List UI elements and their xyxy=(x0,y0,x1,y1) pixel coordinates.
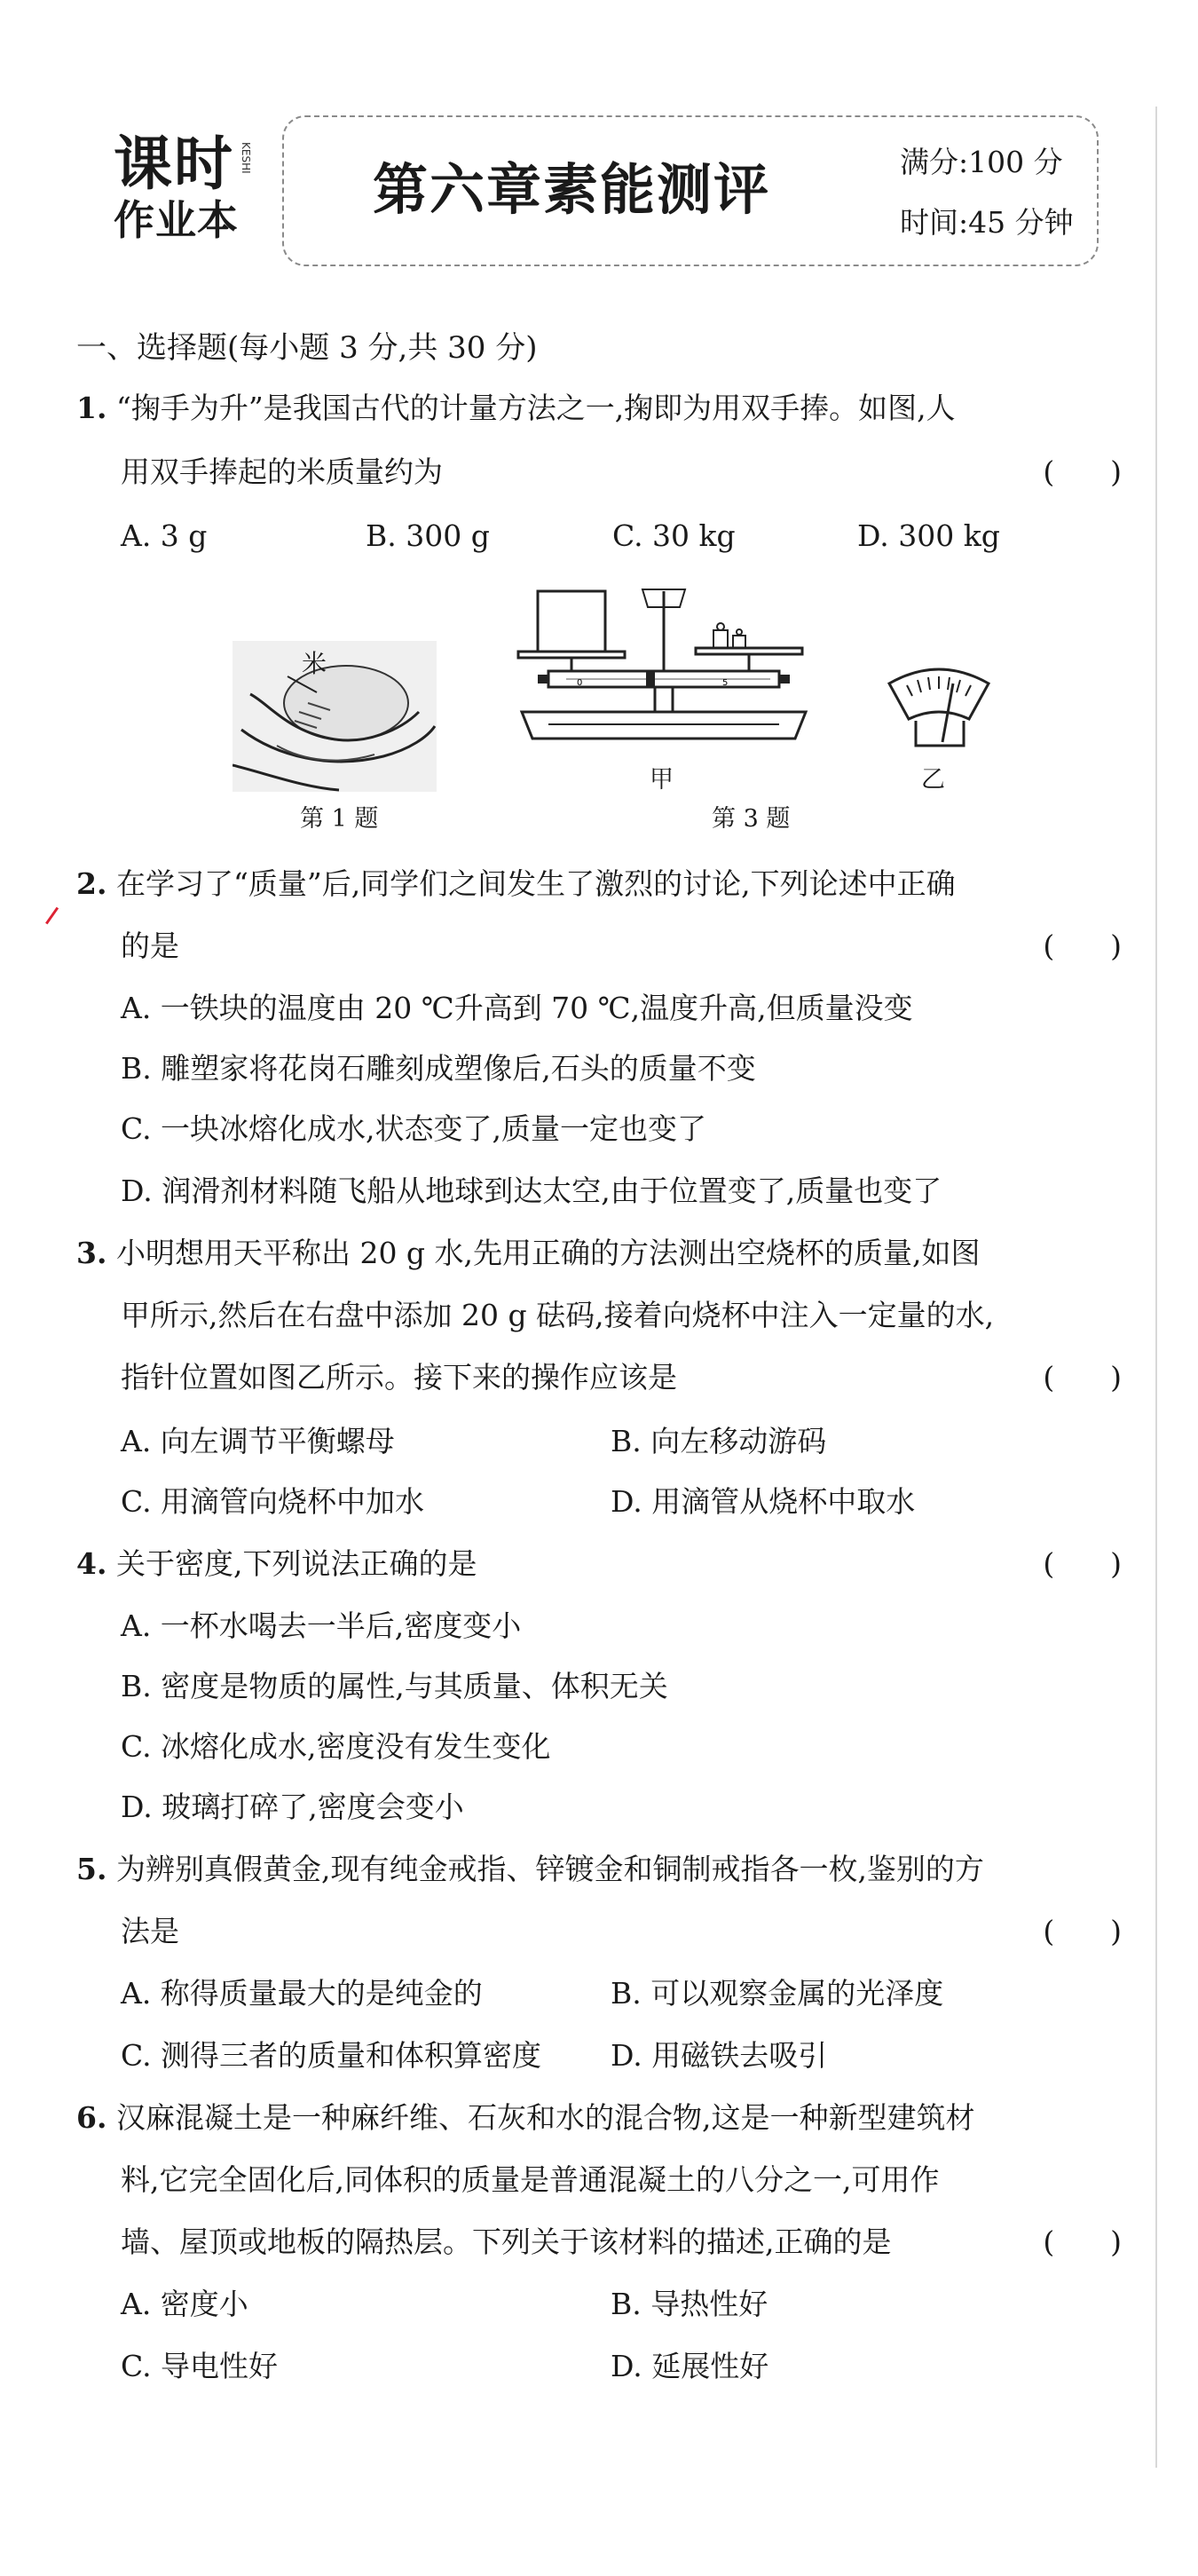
q3-option-b: B. 向左移动游码 xyxy=(611,1424,827,1458)
q6-number: 6. xyxy=(76,2100,107,2135)
q5-text-1: 为辨别真假黄金,现有纯金戒指、锌镀金和铜制戒指各一枚,鉴别的方 xyxy=(115,1852,984,1886)
q2-option-c: C. 一块冰熔化成水,状态变了,质量一定也变了 xyxy=(121,1111,707,1146)
fig3-jia-label: 甲 xyxy=(650,766,674,794)
q3-line2: 甲所示,然后在右盘中添加 20 g 砝码,接着向烧杯中注入一定量的水, xyxy=(121,1298,995,1332)
q2-option-d: D. 润滑剂材料随飞船从地球到达太空,由于位置变了,质量也变了 xyxy=(121,1173,942,1208)
q5-number: 5. xyxy=(76,1852,107,1886)
full-score: 满分:100 分 xyxy=(900,145,1063,179)
q4-option-d: D. 玻璃打碎了,密度会变小 xyxy=(121,1790,464,1824)
q2-answer-blank[interactable]: ( ) xyxy=(1043,928,1122,963)
title-box xyxy=(282,115,1099,266)
q5-answer-blank[interactable]: ( ) xyxy=(1043,1914,1122,1948)
q3-option-d: D. 用滴管从烧杯中取水 xyxy=(611,1484,916,1519)
q1-text-1: “掬手为升”是我国古代的计量方法之一,掬即为用双手捧。如图,人 xyxy=(115,391,956,425)
q1-option-b: B. 300 g xyxy=(366,518,490,553)
logo-line2: 作业本 xyxy=(114,196,239,244)
q2-option-a: A. 一铁块的温度由 20 ℃升高到 70 ℃,温度升高,但质量没变 xyxy=(121,991,913,1025)
q5-line1 xyxy=(76,1848,984,1891)
q3-line3: 指针位置如图乙所示。接下来的操作应该是 xyxy=(121,1360,677,1395)
red-pen-mark xyxy=(45,907,67,931)
q6-text-1: 汉麻混凝土是一种麻纤维、石灰和水的混合物,这是一种新型建筑材 xyxy=(115,2100,975,2135)
q3-option-a: A. 向左调节平衡螺母 xyxy=(121,1424,395,1458)
time-limit: 时间:45 分钟 xyxy=(900,205,1074,240)
q1-number: 1. xyxy=(76,391,107,425)
q4-text-1: 关于密度,下列说法正确的是 xyxy=(115,1546,477,1581)
q4-answer-blank[interactable]: ( ) xyxy=(1043,1546,1122,1581)
q3-option-c: C. 用滴管向烧杯中加水 xyxy=(121,1484,425,1519)
q3-line1 xyxy=(76,1232,981,1275)
q2-option-b: B. 雕塑家将花岗石雕刻成塑像后,石头的质量不变 xyxy=(121,1051,756,1086)
svg-text:5: 5 xyxy=(722,678,729,688)
fig3-caption: 第 3 题 xyxy=(712,805,791,833)
logo-small-text: KESHI xyxy=(240,142,252,174)
q1-answer-blank[interactable]: ( ) xyxy=(1043,454,1122,489)
fig1-caption: 第 1 题 xyxy=(300,805,379,833)
q5-option-b: B. 可以观察金属的光泽度 xyxy=(611,1976,944,2011)
q3-number: 3. xyxy=(76,1236,107,1270)
fig1-rice-label: 米 xyxy=(302,649,327,678)
fig1-hands-image xyxy=(233,641,437,792)
logo xyxy=(114,130,264,245)
q1-option-a: A. 3 g xyxy=(121,518,208,553)
q6-line2: 料,它完全固化后,同体积的质量是普通混凝土的八分之一,可用作 xyxy=(121,2162,940,2197)
q6-line3: 墙、屋顶或地板的隔热层。下列关于该材料的描述,正确的是 xyxy=(121,2224,892,2259)
fig3-pointer-image xyxy=(877,657,1001,755)
q2-line1 xyxy=(76,863,956,905)
q2-line2: 的是 xyxy=(121,928,179,963)
q5-option-d: D. 用磁铁去吸引 xyxy=(611,2038,828,2073)
q5-option-a: A. 称得质量最大的是纯金的 xyxy=(121,1976,483,2011)
q6-option-d: D. 延展性好 xyxy=(611,2349,769,2383)
fig3-balance-image xyxy=(513,582,815,751)
q6-line1 xyxy=(76,2097,974,2139)
logo-line1: 课时 xyxy=(114,130,234,198)
q5-line2: 法是 xyxy=(121,1914,179,1948)
q6-option-b: B. 导热性好 xyxy=(611,2287,768,2321)
q6-option-c: C. 导电性好 xyxy=(121,2349,279,2383)
q2-text-1: 在学习了“质量”后,同学们之间发生了激烈的讨论,下列论述中正确 xyxy=(115,866,956,901)
q3-answer-blank[interactable]: ( ) xyxy=(1043,1360,1122,1395)
q2-number: 2. xyxy=(76,866,107,901)
q4-option-c: C. 冰熔化成水,密度没有发生变化 xyxy=(121,1729,551,1764)
q1-line2: 用双手捧起的米质量约为 xyxy=(121,454,443,489)
q1-line1 xyxy=(76,387,956,430)
q3-text-1: 小明想用天平称出 20 g 水,先用正确的方法测出空烧杯的质量,如图 xyxy=(115,1236,981,1270)
q4-number: 4. xyxy=(76,1546,107,1581)
margin-line xyxy=(1155,107,1157,2468)
q6-answer-blank[interactable]: ( ) xyxy=(1043,2224,1122,2259)
q4-option-a: A. 一杯水喝去一半后,密度变小 xyxy=(121,1608,522,1643)
fig3-yi-label: 乙 xyxy=(921,766,945,794)
q5-option-c: C. 测得三者的质量和体积算密度 xyxy=(121,2038,542,2073)
svg-text:0: 0 xyxy=(577,678,583,688)
q1-option-c: C. 30 kg xyxy=(612,518,736,553)
q1-option-d: D. 300 kg xyxy=(857,518,1000,553)
page-title: 第六章素能测评 xyxy=(373,157,771,222)
section-title: 一、选择题(每小题 3 分,共 30 分) xyxy=(76,330,538,366)
q4-option-b: B. 密度是物质的属性,与其质量、体积无关 xyxy=(121,1669,668,1703)
q4-line1 xyxy=(76,1543,477,1585)
q6-option-a: A. 密度小 xyxy=(121,2287,248,2321)
